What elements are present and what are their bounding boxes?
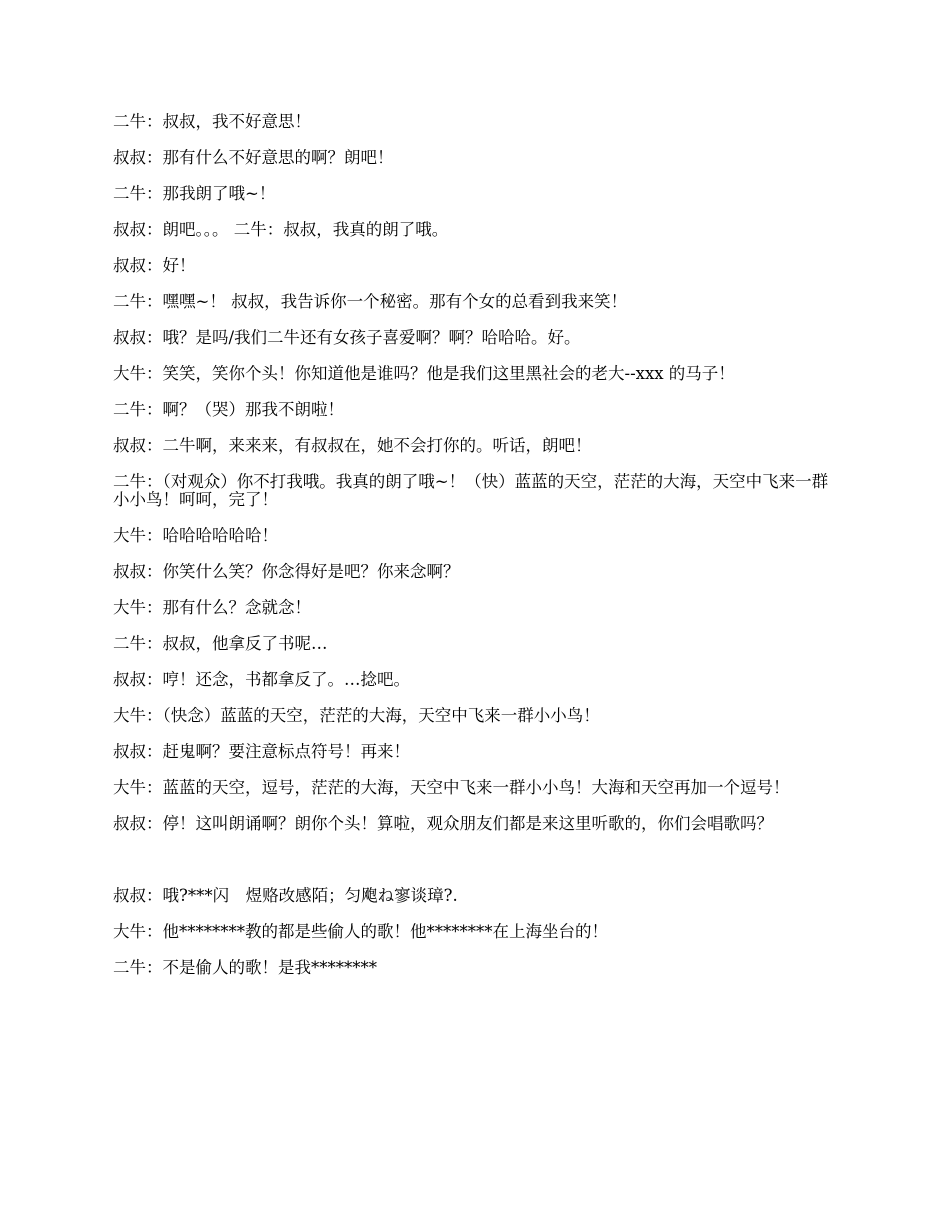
dialogue-line: 大牛：蓝蓝的天空，逗号，茫茫的大海，天空中飞来一群小小鸟！大海和天空再加一个逗号！ <box>113 778 790 797</box>
dialogue-line: 大牛：哈哈哈哈哈哈！ <box>113 526 278 545</box>
dialogue-line: 叔叔：赶鬼啊？要注意标点符号！再来！ <box>113 742 410 761</box>
dialogue-line: 叔叔：你笑什么笑？你念得好是吧？你来念啊？ <box>113 562 460 581</box>
dialogue-line: 叔叔：朗吧。。。 二牛：叔叔，我真的朗了哦。 <box>113 220 449 239</box>
dialogue-line: 二牛：啊？（哭）那我不朗啦！ <box>113 400 344 419</box>
paragraph-gap <box>113 851 843 887</box>
dialogue-line: 叔叔：哼！还念，书都拿反了。…捻吧。 <box>113 670 410 689</box>
dialogue-line: 二牛：那我朗了哦~！ <box>113 184 276 203</box>
dialogue-line: 叔叔：二牛啊，来来来，有叔叔在，她不会打你的。听话，朗吧！ <box>113 436 592 455</box>
dialogue-line: 大牛：笑笑，笑你个头！你知道他是谁吗？他是我们这里黑社会的老大--xxx 的马子！ <box>113 364 735 383</box>
dialogue-line: 大牛：他********教的都是些偷人的歌！他********在上海坐台的！ <box>113 922 608 941</box>
document-page <box>113 113 843 995</box>
dialogue-line: 大牛：那有什么？念就念！ <box>113 598 311 617</box>
dialogue-line: 叔叔：好！ <box>113 256 196 275</box>
dialogue-line: 叔叔：那有什么不好意思的啊？朗吧！ <box>113 148 394 167</box>
dialogue-line: 二牛：（对观众）你不打我哦。我真的朗了哦~！（快）蓝蓝的天空，茫茫的大海，天空中飞来一群小小鸟！呵呵，完了！ <box>113 472 829 509</box>
dialogue-line: 二牛：叔叔，我不好意思！ <box>113 112 311 131</box>
dialogue-line: 叔叔：停！这叫朗诵啊？朗你个头！算啦，观众朋友们都是来这里听歌的，你们会唱歌吗？ <box>113 814 773 833</box>
dialogue-line: 叔叔：哦？是吗/我们二牛还有女孩子喜爱啊？啊？哈哈哈。好。 <box>113 328 581 347</box>
dialogue-line: 叔叔：哦?***闪 煜赂改感陌；匀飑ね寥谈璋?. <box>113 886 458 905</box>
dialogue-line: 二牛：叔叔，他拿反了书呢… <box>113 634 328 653</box>
dialogue-line: 二牛：不是偷人的歌！是我******** <box>113 958 377 977</box>
dialogue-line: 大牛：（快念）蓝蓝的天空，茫茫的大海，天空中飞来一群小小鸟！ <box>113 706 600 725</box>
dialogue-line: 二牛：嘿嘿~！ 叔叔，我告诉你一个秘密。那有个女的总看到我来笑！ <box>113 292 628 311</box>
